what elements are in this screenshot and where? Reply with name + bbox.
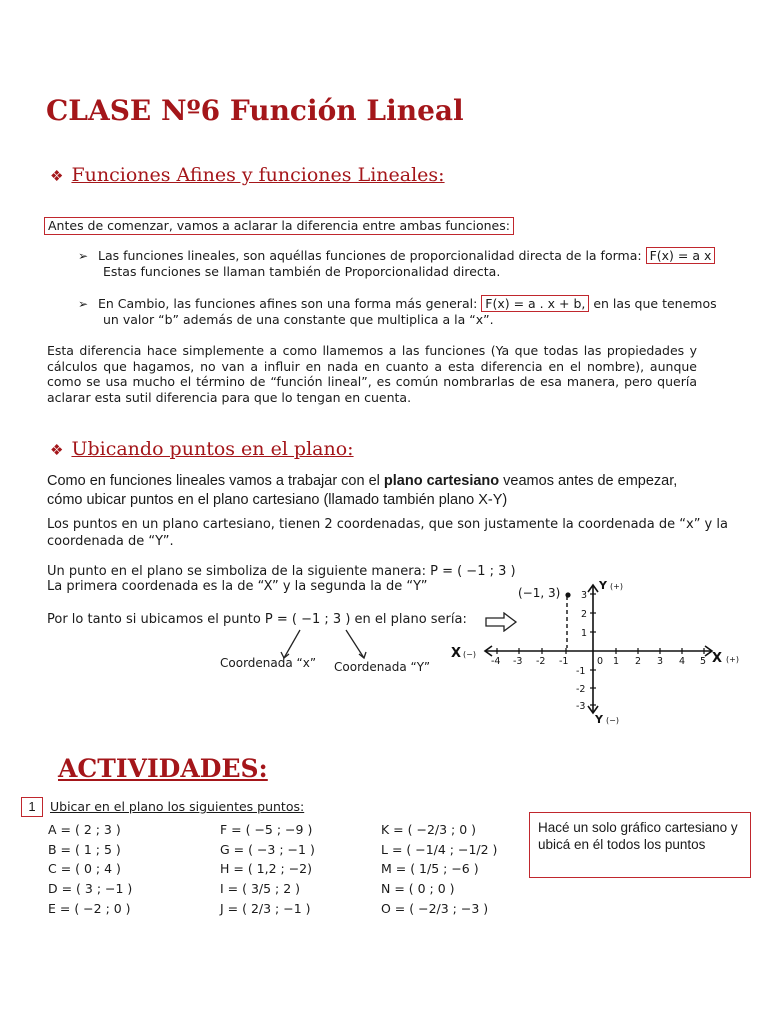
arrow-bullet-icon: ➢ (78, 249, 89, 263)
list-item: I = ( 3/5 ; 2 ) (220, 881, 301, 897)
intro-text-a: Como en funciones lineales vamos a trabajar con el (47, 473, 384, 489)
x-pos-label: X (712, 651, 723, 666)
y-neg-sign: (−) (606, 716, 619, 725)
list-item: L = ( −1/4 ; −1/2 ) (381, 841, 498, 857)
item2-text-end: en las que tenemos (593, 296, 717, 311)
cartesian-plane (448, 578, 748, 728)
y-tick-label: -3 (576, 701, 586, 712)
plane-intro-line2: cómo ubicar puntos en el plano cartesiano (llamado también plano X-Y) (47, 492, 508, 508)
instruction-note-box: Hacé un solo gráfico cartesiano y ubicá en él todos los puntos (529, 812, 751, 878)
coords-line2: coordenada de “Y”. (47, 534, 174, 549)
diamond-bullet-icon: ❖ (50, 167, 64, 185)
y-pos-label: Y (599, 579, 607, 592)
list-item: H = ( 1,2 ; −2) (220, 861, 313, 877)
item1-line2: Estas funciones se llaman también de Proporcionalidad directa. (103, 264, 501, 279)
y-neg-label: Y (595, 713, 603, 726)
list-item: F = ( −5 ; −9 ) (220, 822, 313, 837)
x-tick-label: 5 (700, 656, 707, 667)
point-p-marker (565, 592, 570, 597)
x-tick-label: -1 (559, 656, 569, 667)
bullet-item-lineales (78, 248, 715, 264)
x-tick-label: 0 (597, 656, 604, 667)
x-neg-sign: (−) (463, 650, 476, 659)
activity-number-badge: 1 (21, 797, 43, 817)
list-item: M = ( 1/5 ; −6 ) (381, 861, 479, 877)
point-p-label: (−1, 3) (518, 586, 561, 600)
y-pos-sign: (+) (610, 582, 623, 591)
list-item: O = ( −2/3 ; −3 ) (381, 900, 489, 916)
section-heading-text: Funciones Afines y funciones Lineales: (71, 164, 445, 186)
item2-line2: un valor “b” además de una constante que multiplica a la “x”. (103, 312, 494, 327)
point-line1: Un punto en el plano se simboliza de la siguiente manera: P = ( −1 ; 3 ) (47, 564, 516, 579)
arrow-to-x (284, 630, 300, 658)
locate-line: Por lo tanto si ubicamos el punto P = ( −1 ; 3 ) en el plano sería: (47, 612, 467, 627)
list-item: C = ( 0 ; 4 ) (48, 861, 121, 877)
arrow-bullet-icon: ➢ (78, 297, 89, 311)
list-item: J = ( 2/3 ; −1 ) (220, 900, 311, 916)
list-item: N = ( 0 ; 0 ) (381, 881, 455, 897)
page-title: CLASE Nº6 Función Lineal (46, 94, 464, 127)
point-explanation (47, 564, 516, 594)
points-column-3 (381, 820, 497, 919)
activities-heading: ACTIVIDADES: (58, 754, 268, 783)
x-neg-label: X (451, 646, 462, 661)
x-tick-label: 4 (679, 656, 686, 667)
y-tick-label: -1 (576, 666, 586, 677)
label-coordenada-x: Coordenada “x” (220, 656, 317, 670)
coords-text (47, 516, 728, 550)
activity-instruction: Ubicar en el plano los siguientes puntos: (50, 799, 305, 814)
points-column-2 (220, 820, 315, 919)
section-heading-puntos (50, 438, 354, 460)
y-tick-label: 2 (581, 609, 588, 620)
arrow-to-y (346, 630, 364, 658)
intro-bold: plano cartesiano (383, 473, 500, 489)
coords-line1: Los puntos en un plano cartesiano, tienen 2 coordenadas, que son justamente la coordenada de “x” y la (47, 517, 728, 532)
x-tick-label: -3 (513, 656, 523, 667)
formula-affine: F(x) = a . x + b, (481, 295, 589, 312)
section-heading-text: Ubicando puntos en el plano: (71, 438, 354, 460)
list-item: K = ( −2/3 ; 0 ) (381, 822, 477, 837)
bullet-item-afines (78, 296, 717, 312)
y-tick-label: -2 (576, 684, 586, 695)
intro-text-b: veamos antes de empezar, (499, 473, 678, 489)
list-item: G = ( −3 ; −1 ) (220, 841, 315, 857)
x-pos-sign: (+) (726, 655, 739, 664)
x-tick-label: 3 (657, 656, 664, 667)
list-item: D = ( 3 ; −1 ) (48, 881, 133, 897)
diamond-bullet-icon: ❖ (50, 441, 64, 459)
x-tick-label: -4 (491, 656, 501, 667)
x-tick-label: 2 (635, 656, 642, 667)
points-column-1 (48, 820, 132, 919)
plane-intro-line1 (47, 472, 677, 491)
y-tick-label: 1 (581, 628, 588, 639)
section-heading-funciones (50, 164, 445, 186)
point-line2: La primera coordenada es la de “X” y la segunda la de “Y” (47, 579, 428, 594)
list-item: E = ( −2 ; 0 ) (48, 900, 131, 916)
x-tick-label: 1 (613, 656, 620, 667)
x-tick-label: -2 (536, 656, 546, 667)
intro-boxed-text: Antes de comenzar, vamos a aclarar la diferencia entre ambas funciones: (44, 217, 514, 235)
difference-paragraph: Esta diferencia hace simplemente a como llamemos a las funciones (Ya que todas las propiedades y cálculos que hagamos, no van a influir en nada en cuanto a esta diferencia en el nombre), aunque como se usa mucho el término de “función lineal”, es común nombrarlas de esa manera, pero quería aclarar esta sutil diferencia para que lo tengan en cuenta. (47, 343, 697, 405)
y-tick-label: 3 (581, 590, 588, 601)
label-coordenada-y: Coordenada “Y” (334, 660, 431, 674)
formula-linear: F(x) = a x (646, 247, 716, 264)
item2-text: En Cambio, las funciones afines son una forma más general: (97, 296, 478, 311)
list-item: A = ( 2 ; 3 ) (48, 822, 121, 837)
list-item: B = ( 1 ; 5 ) (48, 841, 121, 857)
item1-text: Las funciones lineales, son aquéllas funciones de proporcionalidad directa de la forma: (97, 248, 642, 263)
